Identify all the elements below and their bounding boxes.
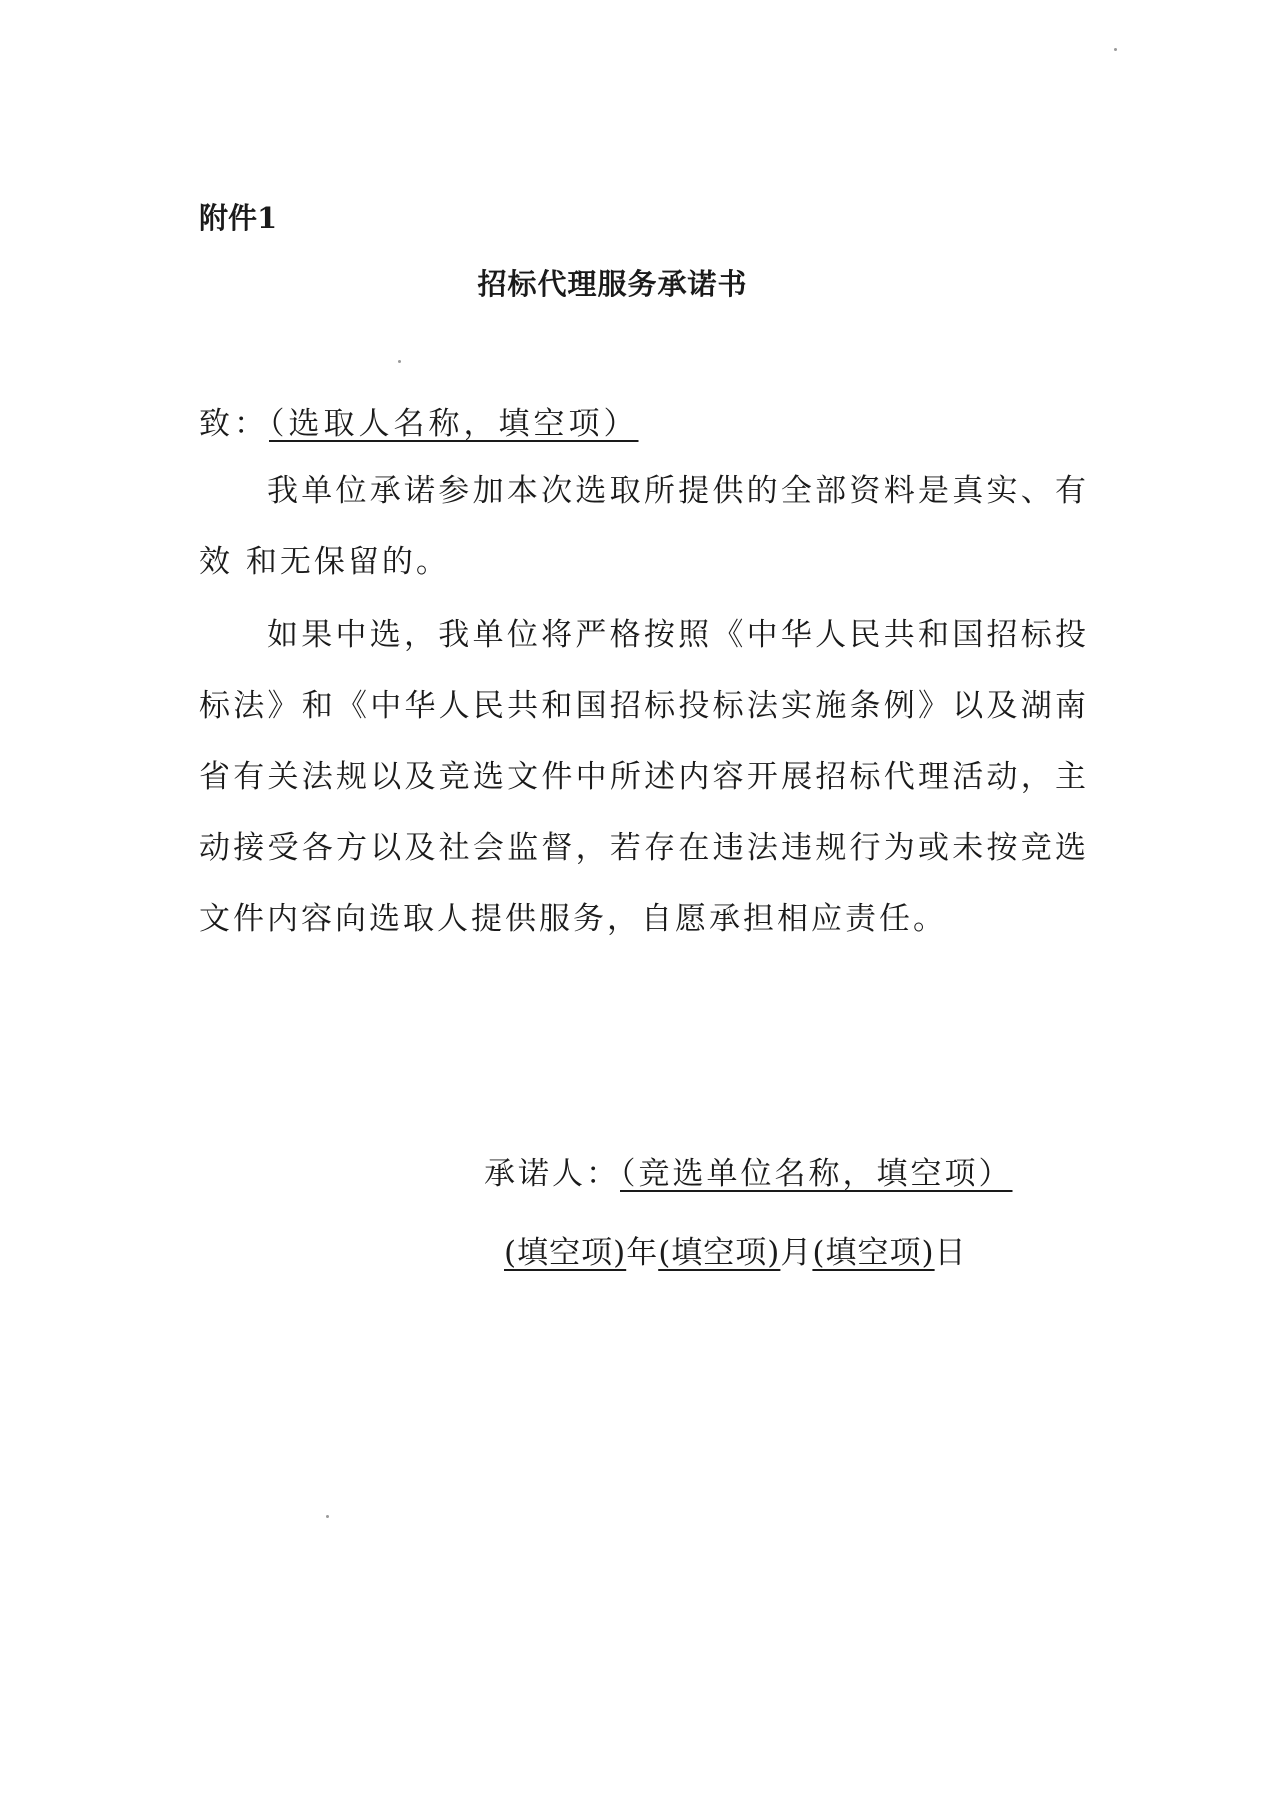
year-unit: 年 [626,1235,659,1271]
year-blank: (填空项) [504,1235,627,1271]
body-paragraph-1: 我单位承诺参加本次选取所提供的全部资料是真实、有效 和无保留的。 [199,473,1089,580]
recipient-blank: （选取人名称，填空项） [269,406,639,442]
day-unit: 日 [934,1235,967,1271]
document-title: 招标代理服务承诺书 [477,267,748,301]
date-line [504,1227,967,1272]
signature-blank: （竞选单位名称，填空项） [620,1156,1013,1192]
recipient-line [199,398,669,443]
signature-label: 承诺人： [484,1156,620,1192]
scan-speck [1114,48,1117,51]
body-paragraph-2: 如果中选，我单位将严格按照《中华人民共和国招标投标法》和《中华人民共和国招标投标法实施条例》以及湖南省有关法规以及竞选文件中所述内容开展招标代理活动，主动接受各方以及社会监督，若存在违法违规行为或未按竞选文件内容向选取人提供服务，自愿承担相应责任。 [199,617,1089,937]
scan-speck [326,1515,329,1518]
scan-speck [398,360,401,363]
month-unit: 月 [780,1235,813,1271]
attachment-label: 附件1 [199,201,278,235]
day-blank: (填空项) [812,1235,935,1271]
month-blank: (填空项) [658,1235,781,1271]
signature-line [484,1148,1013,1193]
recipient-prefix: 致： [199,406,269,442]
